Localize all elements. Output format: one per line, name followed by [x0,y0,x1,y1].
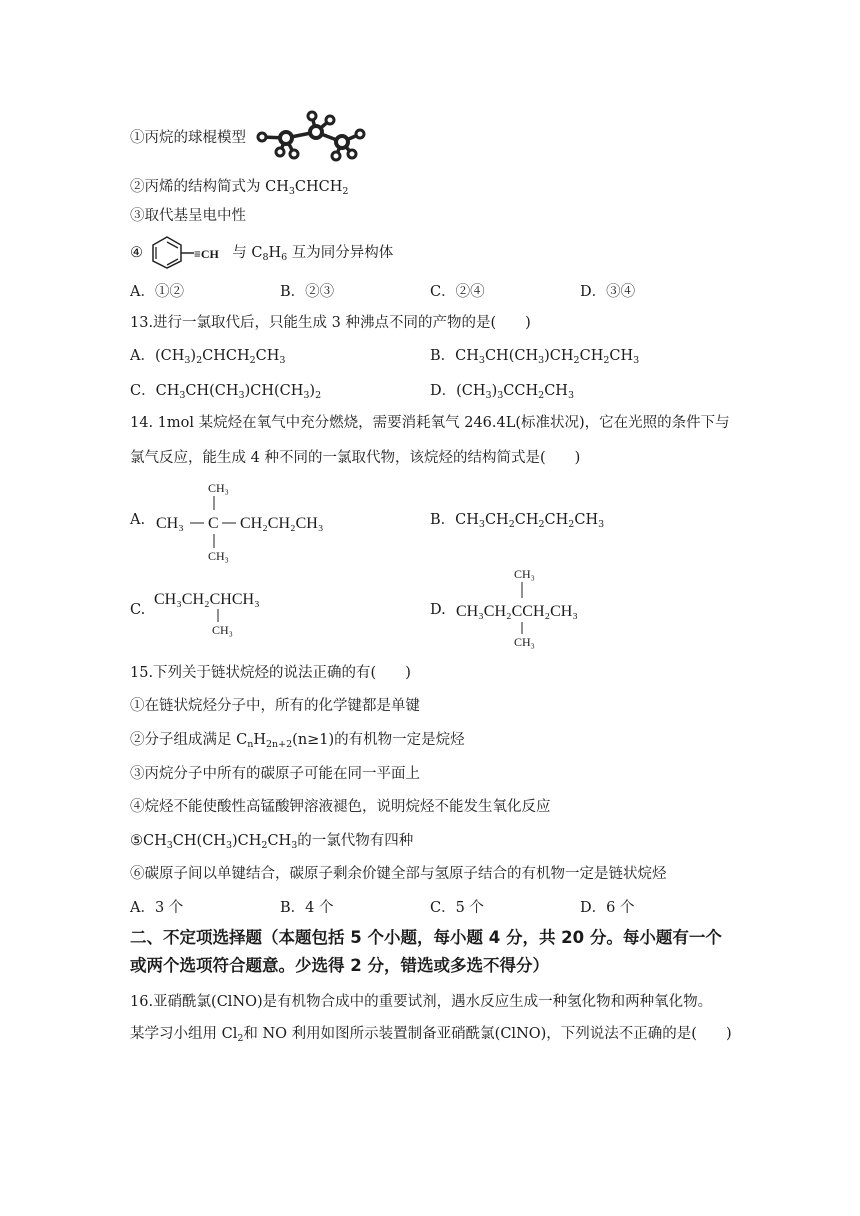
q14-option-a-structure [152,476,352,566]
q12-option-b: B．②③ [280,284,335,300]
q13-a-3: CHCH [202,348,250,364]
q12-item-2: ②丙烯的结构简式为 $CH_3CHCH_2$ [130,179,349,197]
q15-s2-sub: 2n+2 [265,739,293,750]
c-struct-bottom: CH₃ [212,623,233,637]
q15-s2-a: ②分子组成满足 C [130,732,248,748]
q14-option-d-label: D. [430,602,446,618]
q12-option-a: A．①② [130,284,184,300]
q14-b-5: CH [574,512,599,528]
q15-s2-c: (n≥1)的有机物一定是烷烃 [292,732,465,748]
a-struct-top: CH₃ [208,481,229,495]
q13-b-3: )CH [544,348,574,364]
q14-stem-line2: 氯气反应，能生成 4 种不同的一氯取代物，该烷烃的结构简式是( ) [130,450,581,466]
q13-a-2: ) [190,348,197,364]
q15-s2-n: n [247,739,254,750]
q12-item-1 [130,128,246,148]
q12-item-4-text: 与 C [232,245,263,261]
q13-stem: 13.进行一氯取代后，只能生成 3 种沸点不同的产物的是( ) [130,315,531,331]
q13-c-1: C．CH [130,383,180,399]
q14-b-4: CH [544,512,569,528]
q14-option-c-label: C. [130,602,146,618]
q15-s5-e: 的一氯代物有四种 [297,833,414,849]
q16-line2-b: 和 NO 利用如图所示装置制备亚硝酰氯(ClNO)，下列说法不正确的是( ) [243,1026,732,1042]
q13-c-4: ) [309,383,316,399]
q13-b-5: CH [609,348,634,364]
q12-item-1-text: ①丙烷的球棍模型 [130,130,246,146]
d-struct-top: CH₃ [514,567,535,581]
d-struct-main: CH₃CH₂CCH₂CH₃ [456,603,578,620]
q13-d-1: D．(CH [430,383,486,399]
q12-item-4-end: 互为同分异构体 [291,245,394,261]
q15-statement-6: ⑥碳原子间以单键结合，碳原子剩余价键全部与氢原子结合的有机物一定是链状烷烃 [130,866,667,882]
q13-b-4: CH [579,348,604,364]
q12-item-3 [130,206,246,226]
q16-stem-line1: 16.亚硝酰氯(ClNO)是有机物合成中的重要试剂，遇水反应生成一种氢化物和两种氧化物。 [130,994,713,1010]
q13-option-c: C．$CH_3CH(CH_3)CH(CH_3)_2$ [130,383,322,401]
q13-d-2: ) [491,383,498,399]
q13-option-b: B．$CH_3CH(CH_3)CH_2CH_2CH_3$ [430,348,640,366]
q14-b-1: B．CH [430,512,479,528]
q15-stem: 15.下列关于链状烷烃的说法正确的有( ) [130,665,411,681]
q14-option-b: B．$CH_3CH_2CH_2CH_2CH_3$ [430,512,605,530]
q14-option-a-label: A. [130,512,146,528]
q12-item-3-text: ③取代基呈电中性 [130,208,246,224]
q15-s5-b: CH(CH [172,833,226,849]
q13-c-3: )CH(CH [244,383,304,399]
q13-d-3: CCH [503,383,539,399]
q16-stem-line2: 某学习小组用 $Cl_2$和 NO 利用如图所示装置制备亚硝酰氯(ClNO)，下列说法不正确的是( ) [130,1026,732,1044]
q13-c-2: CH(CH [185,383,239,399]
q15-s5-a: ⑤CH [130,833,167,849]
a-struct-bottom: CH₃ [208,549,229,563]
ethynyl-label: ≡CH [194,247,219,261]
a-struct-left: CH₃ [156,515,184,532]
q15-statement-3: ③丙烷分子中所有的碳原子可能在同一平面上 [130,766,420,782]
c-struct-main: CH₃CH₂CHCH₃ [154,591,260,608]
q12-item-4-prefix: ④ [130,245,143,261]
q14-stem-line1: 14. 1mol 某烷烃在氧气中充分燃烧，需要消耗氧气 246.4L(标准状况)，它在光照的条件下与 [130,415,730,431]
q14-b-3: CH [514,512,539,528]
q12-item-4: ④ 与 $C_8H_6$ 互为同分异构体 [130,245,394,263]
q13-a-4: CH [255,348,280,364]
q12-item-4-tail: H [268,245,282,261]
q12-item-2-text: ②丙烯的结构简式为 CH [130,179,289,195]
q13-a-1: A．(CH [130,348,185,364]
q15-statement-5: $⑤CH_3CH(CH_3)CH_2CH_3$的一氯代物有四种 [130,833,414,851]
q15-s2-b: H [253,732,266,748]
q13-option-d: D．$(CH_3)_3CCH_2CH_3$ [430,383,574,401]
q15-s5-d: CH [267,833,292,849]
a-struct-right: CH₂CH₂CH₃ [240,515,324,532]
section-2-heading-line1: 二、不定项选择题（本题包括 5 个小题，每小题 4 分，共 20 分。每小题有一个 [130,928,722,947]
q14-b-2: CH [484,512,509,528]
propane-ball-stick-model [252,110,372,162]
section-2-heading-line2: 或两个选项符合题意。少选得 2 分，错选或多选不得分） [130,956,549,975]
q15-statement-2 [130,730,465,750]
q15-option-c: C．5 个 [430,900,484,916]
q13-option-a: A．$(CH_3)_2CHCH_2CH_3$ [130,348,286,366]
q15-option-d: D．6 个 [580,900,635,916]
q15-s5-c: )CH [231,833,262,849]
phenylacetylene-structure [150,236,230,270]
q12-item-2-tail: CHCH [294,179,343,195]
q13-b-2: CH(CH [484,348,539,364]
q14-option-c-structure [152,584,292,640]
a-struct-center: C [208,515,219,532]
q12-option-d: D．③④ [580,284,636,300]
q15-option-a: A．3 个 [130,900,184,916]
q14-option-d-structure [452,562,612,652]
q13-d-4: CH [544,383,568,399]
q12-option-c: C．②④ [430,284,485,300]
d-struct-bottom: CH₃ [514,635,535,649]
q16-line2-a: 某学习小组用 Cl [130,1026,238,1042]
q15-option-b: B．4 个 [280,900,334,916]
q15-statement-4: ④烷烃不能使酸性高锰酸钾溶液褪色，说明烷烃不能发生氧化反应 [130,799,551,815]
q13-b-1: B．CH [430,348,479,364]
q15-statement-1: ①在链状烷烃分子中，所有的化学键都是单键 [130,698,420,714]
